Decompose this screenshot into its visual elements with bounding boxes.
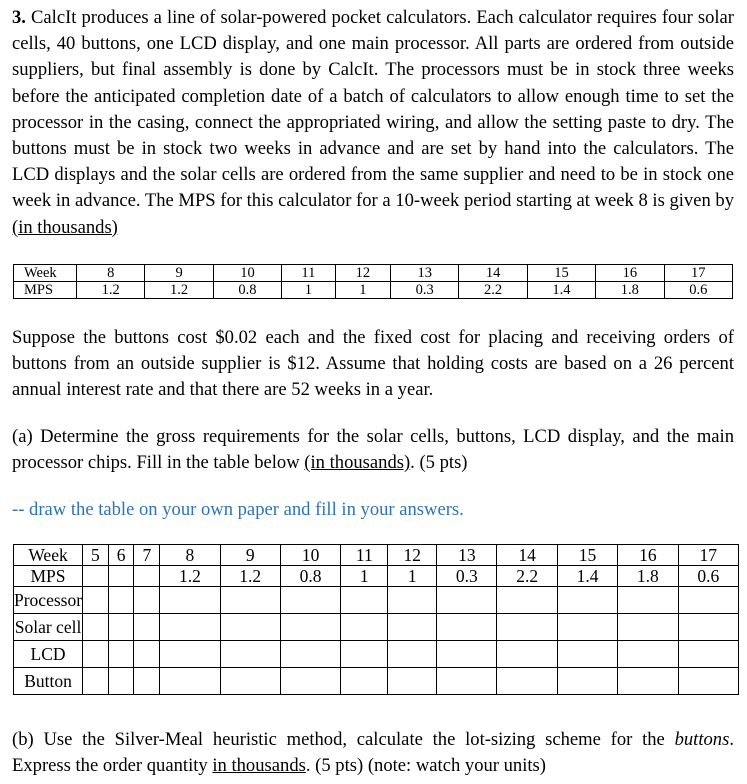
answer-mps-cell: 1.2 [160, 566, 220, 587]
answer-row-label-lcd: LCD [14, 641, 83, 668]
mps-week-cell: 16 [596, 265, 664, 282]
problem-statement [12, 5, 734, 241]
part-b-buttons: buttons [674, 729, 730, 750]
answer-week-row [14, 545, 739, 566]
answer-mps-cell: 2.2 [497, 566, 557, 587]
answer-mps-cell: 1.4 [557, 566, 617, 587]
problem-number: 3. [12, 7, 26, 28]
answer-solar-cell-row [14, 614, 739, 641]
answer-week-cell: 8 [160, 545, 220, 566]
problem-text-units: (in thousands) [12, 216, 118, 238]
answer-mps-cell: 1.2 [220, 566, 280, 587]
part-b-mid: . Express the order quantity [12, 729, 734, 777]
answer-week-cell: 12 [388, 545, 437, 566]
instruction-note: -- draw the table on your own paper and fill in your answers. [12, 499, 464, 520]
mps-week-cell: 17 [664, 265, 732, 282]
answer-mps-cell [134, 566, 160, 587]
part-b-question [12, 727, 734, 779]
answer-week-cell: 9 [220, 545, 280, 566]
part-a-points: . (5 pts) [410, 452, 468, 474]
answer-processor-row [14, 587, 739, 614]
answer-week-cell: 15 [557, 545, 617, 566]
cost-paragraph: Suppose the buttons cost $0.02 each and the fixed cost for placing and receiving orders of buttons from an outside supplier is $12. Assume that holding costs are based on a 26 percent annual interest rate and that there are 52 weeks in a year. [12, 327, 734, 401]
answer-mps-row [14, 566, 739, 587]
answer-mps-cell: 1 [341, 566, 388, 587]
part-b-units: in thousands [212, 755, 306, 777]
mps-value-cell: 1.8 [596, 282, 664, 299]
answer-week-cell: 7 [134, 545, 160, 566]
answer-row-label-solar-cell: Solar cell [14, 614, 83, 641]
answer-week-cell: 6 [108, 545, 134, 566]
answer-table [13, 544, 739, 695]
answer-mps-cell: 0.6 [678, 566, 738, 587]
answer-week-cell: 16 [618, 545, 678, 566]
mps-table [13, 264, 733, 299]
answer-week-cell: 14 [497, 545, 557, 566]
mps-week-cell: 9 [145, 265, 213, 282]
mps-value-cell: 0.3 [391, 282, 459, 299]
answer-mps-cell: 0.3 [437, 566, 497, 587]
mps-value-cell: 2.2 [459, 282, 527, 299]
mps-value-cell: 1.2 [77, 282, 145, 299]
part-b-text: (b) Use the Silver-Meal heuristic method, calculate the lot-sizing scheme for the [12, 729, 665, 750]
answer-row-label-button: Button [14, 668, 83, 695]
answer-mps-cell: 1 [388, 566, 437, 587]
answer-mps-label: MPS [14, 566, 83, 587]
mps-value-cell: 0.6 [664, 282, 732, 299]
answer-week-cell: 11 [341, 545, 388, 566]
answer-week-cell: 10 [280, 545, 340, 566]
answer-mps-cell: 1.8 [618, 566, 678, 587]
answer-mps-cell: 0.8 [280, 566, 340, 587]
problem-text: CalcIt produces a line of solar-powered pocket calculators. Each calculator requires four solar cells, 40 buttons, one LCD display, and one main processor. All parts are ordered from outside suppliers, but final assembly is done by CalcIt. The processors must be in stock three weeks before the anticipated completion date of a batch of calculators to allow enough time to set the processor in the casing, connect the appropriated wiring, and allow the setting paste to dry. The buttons must be in stock two weeks in advance and are set by hand into the calculators. The LCD displays and the solar cells are ordered from the same supplier and need to be in stock one week in advance. The MPS for this calculator for a 10-week period starting at week 8 is given by [12, 7, 735, 212]
mps-table-mps-label: MPS [14, 282, 77, 299]
part-a-units: (in thousands) [304, 452, 411, 474]
mps-table-mps-row [14, 282, 733, 299]
answer-week-label: Week [14, 545, 83, 566]
answer-mps-cell [108, 566, 134, 587]
part-a-text: (a) Determine the gross requirements for the solar cells, buttons, LCD display, and the main processor chips. Fill in the table below [12, 426, 734, 474]
answer-week-cell: 13 [437, 545, 497, 566]
mps-week-cell: 14 [459, 265, 527, 282]
mps-table-week-label: Week [14, 265, 77, 282]
answer-row-label-processor: Processor [14, 587, 83, 614]
answer-week-cell: 5 [83, 545, 109, 566]
mps-value-cell: 1.2 [145, 282, 213, 299]
mps-week-cell: 13 [391, 265, 459, 282]
answer-button-row [14, 668, 739, 695]
answer-mps-cell [83, 566, 109, 587]
mps-week-cell: 11 [282, 265, 336, 282]
mps-value-cell: 0.8 [213, 282, 281, 299]
mps-week-cell: 12 [335, 265, 390, 282]
mps-value-cell: 1 [335, 282, 390, 299]
mps-table-week-row [14, 265, 733, 282]
answer-lcd-row [14, 641, 739, 668]
answer-week-cell: 17 [678, 545, 738, 566]
mps-week-cell: 8 [77, 265, 145, 282]
mps-value-cell: 1 [282, 282, 336, 299]
mps-week-cell: 15 [527, 265, 595, 282]
part-a-question [12, 424, 734, 476]
mps-week-cell: 10 [213, 265, 281, 282]
mps-value-cell: 1.4 [527, 282, 595, 299]
part-b-points: . (5 pts) (note: watch your units) [305, 755, 546, 777]
